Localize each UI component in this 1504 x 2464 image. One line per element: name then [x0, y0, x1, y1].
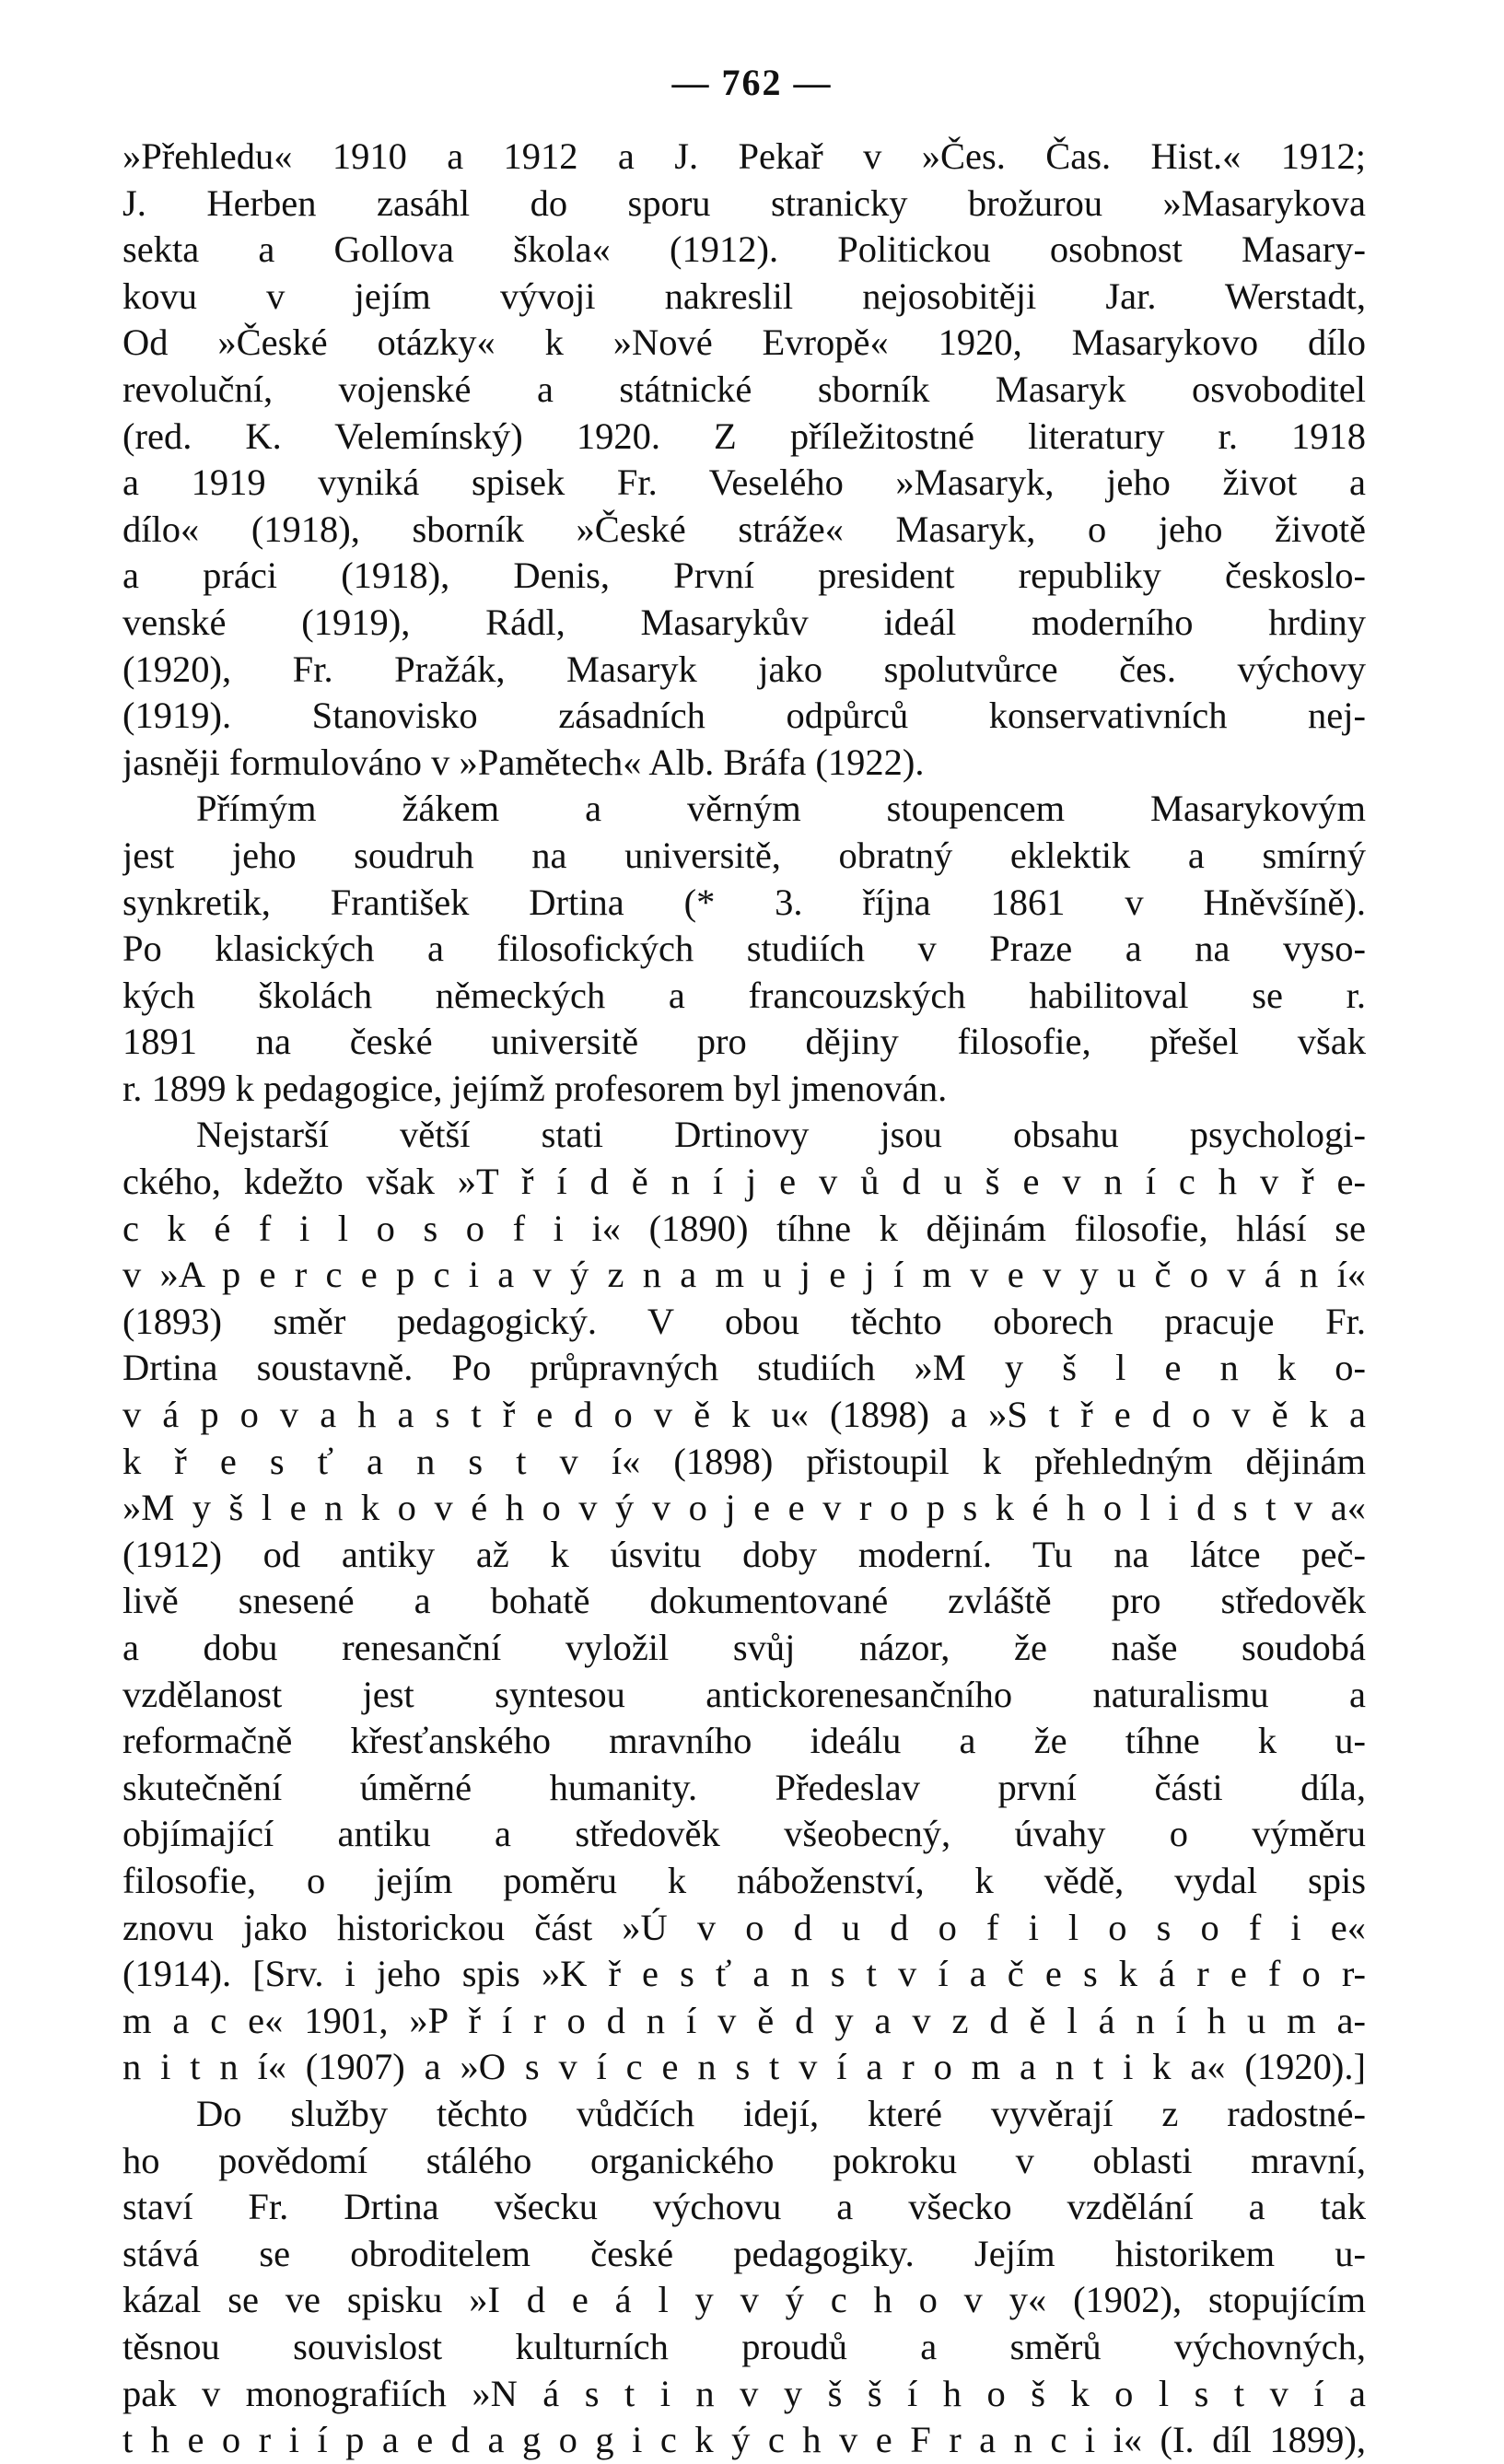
text-line: Do služby těchto vůdčích idejí, které vyvěrají z radostné- — [196, 2092, 1366, 2134]
text-line: reformačně křesťanského mravního ideálu a že tíhne k u- — [122, 1720, 1366, 1762]
text-line: (1912) od antiky až k úsvitu doby moderní. Tu na látce peč- — [122, 1533, 1366, 1575]
text-line: m a c e« 1901, »P ř í r o d n í v ě d y a v z d ě l á n í h u m a- — [122, 1999, 1366, 2041]
text-line: a 1919 vyniká spisek Fr. Veselého »Masaryk, jeho život a — [122, 461, 1366, 504]
text-line: a práci (1918), Denis, První president republiky českoslo- — [122, 555, 1366, 597]
text-line: ckého, kdežto však »T ř í d ě n í j e v ů d u š e v n í c h v ř e- — [122, 1161, 1366, 1203]
text-line: (1893) směr pedagogický. V obou těchto oborech pracuje Fr. — [122, 1300, 1366, 1342]
text-line: synkretik, František Drtina (* 3. října 1861 v Hněvšíně). — [122, 881, 1366, 923]
text-line: pak v monografiích »N á s t i n v y š š í h o š k o l s t v í a — [122, 2372, 1366, 2414]
text-line: venské (1919), Rádl, Masarykův ideál moderního hrdiny — [122, 601, 1366, 643]
text-line: objímající antiku a středověk všeobecný, úvahy o výměru — [122, 1813, 1366, 1855]
text-line: skutečnění úměrné humanity. Předeslav první části díla, — [122, 1766, 1366, 1808]
text-line: v »A p e r c e p c i a v ý z n a m u j e j í m v e v y u č o v á n í« — [122, 1254, 1366, 1296]
text-line: Po klasických a filosofických studiích v Praze a na vyso- — [122, 928, 1366, 970]
page-number: — 762 — — [671, 62, 833, 103]
body-text — [122, 134, 1366, 2464]
text-line: stává se obroditelem české pedagogiky. Jejím historikem u- — [122, 2232, 1366, 2274]
text-line: (red. K. Velemínský) 1920. Z příležitostné literatury r. 1918 — [122, 415, 1366, 457]
text-line: J. Herben zasáhl do sporu stranicky brožurou »Masarykova — [122, 181, 1366, 224]
text-line: jest jeho soudruh na universitě, obratný eklektik a smírný — [122, 834, 1366, 876]
text-line: vzdělanost jest syntesou antickorenesančního naturalismu a — [122, 1673, 1366, 1715]
text-line: 1891 na české universitě pro dějiny filosofie, přešel však — [122, 1021, 1366, 1063]
text-line: »Přehledu« 1910 a 1912 a J. Pekař v »Čes. Čas. Hist.« 1912; — [122, 135, 1366, 177]
text-line: sekta a Gollova škola« (1912). Politickou osobnost Masary- — [122, 228, 1366, 271]
text-line: znovu jako historickou část »Ú v o d u d o f i l o s o f i e« — [122, 1906, 1366, 1948]
text-line: kázal se ve spisku »I d e á l y v ý c h o v y« (1902), stopujícím — [122, 2279, 1366, 2321]
text-line: (1920), Fr. Pražák, Masaryk jako spolutvůrce čes. výchovy — [122, 648, 1366, 690]
text-line: Od »České otázky« k »Nové Evropě« 1920, Masarykovo dílo — [122, 321, 1366, 364]
text-line: těsnou souvislost kulturních proudů a směrů výchovných, — [122, 2325, 1366, 2367]
text-line: jasněji formulováno v »Pamětech« Alb. Bráfa (1922). — [122, 741, 925, 783]
text-line: c k é f i l o s o f i i« (1890) tíhne k dějinám filosofie, hlásí se — [122, 1207, 1366, 1249]
text-line: dílo« (1918), sborník »České stráže« Masaryk, o jeho životě — [122, 508, 1366, 550]
text-line: Přímým žákem a věrným stoupencem Masarykovým — [196, 788, 1366, 830]
text-line: (1919). Stanovisko zásadních odpůrců konservativních nej- — [122, 695, 1366, 737]
text-line: Nejstarší větší stati Drtinovy jsou obsahu psychologi- — [196, 1114, 1366, 1156]
text-line: v á p o v a h a s t ř e d o v ě k u« (1898) a »S t ř e d o v ě k a — [122, 1394, 1366, 1436]
text-line: filosofie, o jejím poměru k náboženství, k vědě, vydal spis — [122, 1859, 1366, 1901]
text-line: kovu v jejím vývoji nakreslil nejosobitěji Jar. Werstadt, — [122, 274, 1366, 317]
text-line: kých školách německých a francouzských habilitoval se r. — [122, 974, 1366, 1016]
text-line: livě snesené a bohatě dokumentované zvláště pro středověk — [122, 1580, 1366, 1622]
text-line: k ř e s ť a n s t v í« (1898) přistoupil k přehledným dějinám — [122, 1440, 1366, 1482]
text-line: staví Fr. Drtina všecku výchovu a všecko vzdělání a tak — [122, 2186, 1366, 2228]
text-line: a dobu renesanční vyložil svůj názor, že naše soudobá — [122, 1627, 1366, 1668]
text-line: n i t n í« (1907) a »O s v í c e n s t v í a r o m a n t i k a« (1920).] — [122, 2046, 1366, 2088]
text-line: Drtina soustavně. Po průpravných studiích »M y š l e n k o- — [122, 1347, 1366, 1389]
text-line: ho povědomí stálého organického pokroku v oblasti mravní, — [122, 2139, 1366, 2181]
text-line: r. 1899 k pedagogice, jejímž profesorem byl jmenován. — [122, 1067, 948, 1109]
text-line: t h e o r i í p a e d a g o g i c k ý c h v e F r a n c i i« (I. díl 1899), — [122, 2419, 1366, 2461]
text-line: »M y š l e n k o v é h o v ý v o j e e v r o p s k é h o l i d s t v a« — [122, 1487, 1366, 1529]
text-line: revoluční, vojenské a státnické sborník Masaryk osvoboditel — [122, 368, 1366, 410]
text-line: (1914). [Srv. i jeho spis »K ř e s ť a n s t v í a č e s k á r e f o r- — [122, 1953, 1366, 1995]
